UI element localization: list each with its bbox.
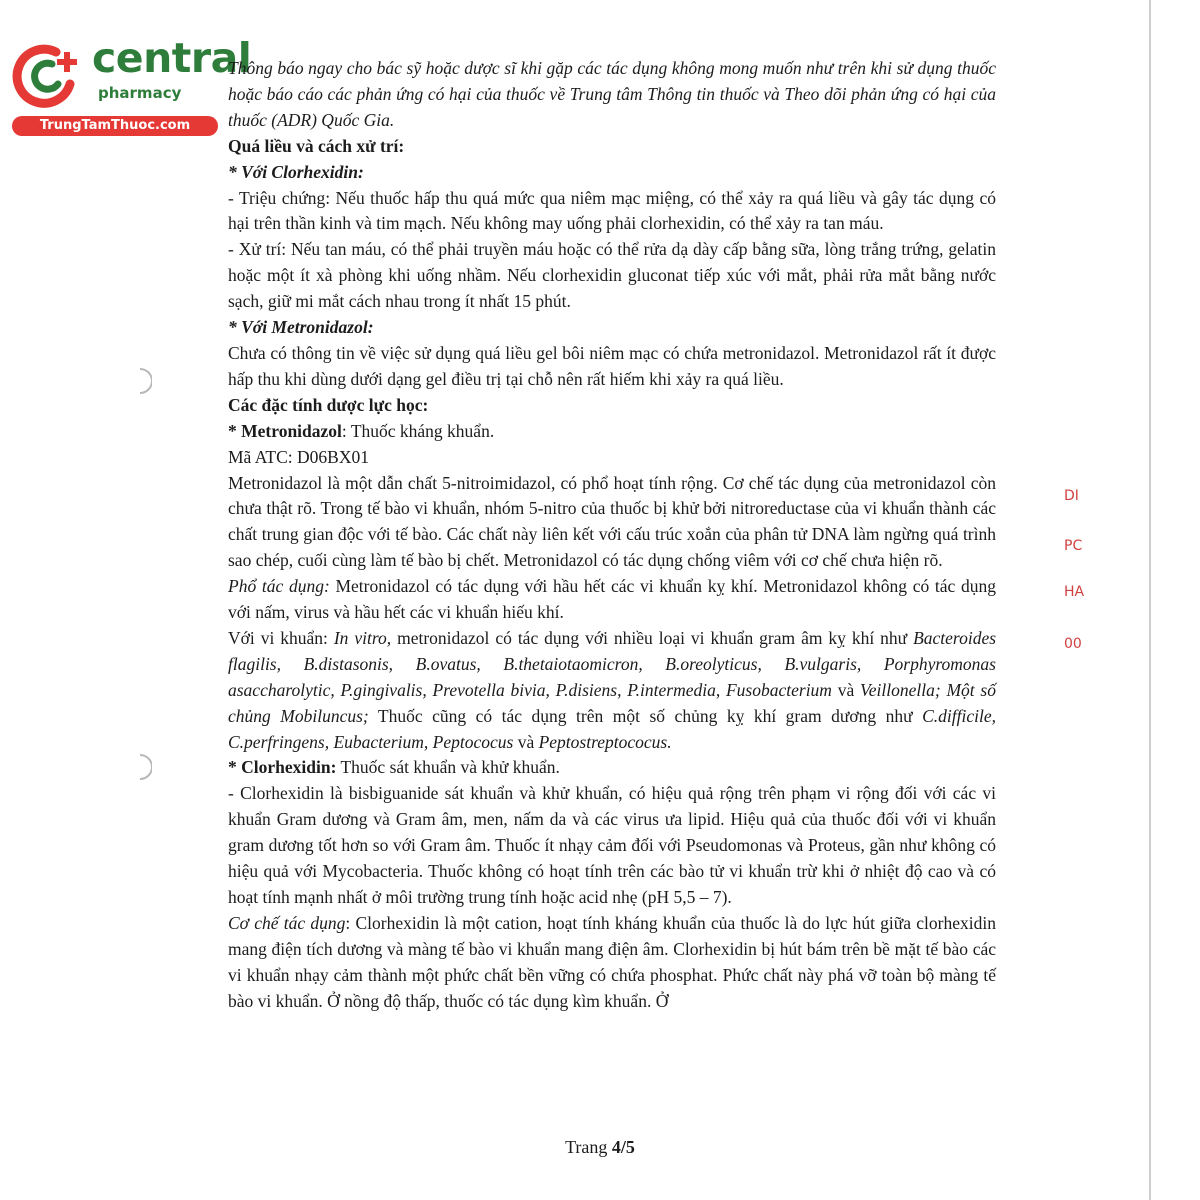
metronidazol-class-text: : Thuốc kháng khuẩn. bbox=[341, 420, 495, 441]
mechanism-text: : Clorhexidin là một cation, hoạt tính kháng khuẩn của thuốc là do lực hút giữa clorhexidin mang điện tích dương và màng tế bào vi khuẩn mang điện âm. Clorhexidin bị hút bám trên bề mặt tế bào các vi khuẩn nhạy cảm thành một phức chất bền vững có chứa phosphat. Phức chất này phá vỡ toàn bộ màng tế bào vi khuẩn. Ở nồng độ thấp, thuốc có tác dụng kìm khuẩn. Ở bbox=[228, 912, 996, 1011]
atc-code: Mã ATC: D06BX01 bbox=[228, 446, 369, 467]
pharmacodynamics-heading: Các đặc tính dược lực học: bbox=[228, 394, 429, 415]
species-list: Peptostreptococus. bbox=[538, 731, 672, 752]
bacteria-text: Thuốc cũng có tác dụng trên một số chủng kỵ khí gram dương như bbox=[368, 705, 923, 726]
page-number bbox=[0, 1137, 1200, 1158]
page-edge-divider bbox=[1149, 0, 1151, 1200]
brand-subtitle: pharmacy bbox=[98, 84, 182, 102]
document-body bbox=[228, 56, 996, 1015]
punch-hole-icon bbox=[118, 752, 152, 782]
metronidazol-name: * Metronidazol bbox=[228, 420, 342, 441]
bacteria-text: metronidazol có tác dụng với nhiều loại vi khuẩn gram âm kỵ khí như bbox=[391, 627, 914, 648]
clorhexidin-class bbox=[228, 755, 996, 781]
conjunction: và bbox=[831, 679, 861, 700]
stamp-text: PC bbox=[1064, 538, 1083, 554]
bacteria-intro: Với vi khuẩn: bbox=[228, 627, 334, 648]
overdose-heading: Quá liều và cách xử trí: bbox=[228, 135, 405, 156]
metronidazol-description: Metronidazol là một dẫn chất 5-nitroimidazol, có phổ hoạt tính rộng. Cơ chế tác dụng của metronidazol còn chưa thật rõ. Trong tế bào vi khuẩn, nhóm 5-nitro của thuốc bị khử bởi nitroreductase của vi khuẩn thành các chất trung gian độc với tế bào. Các chất này liên kết với cấu trúc xoắn của phân tử DNA làm ngừng quá trình sao chép, cuối cùng làm tế bào bị chết. Metronidazol có tác dụng chống viêm với cơ chế chưa hiện rõ. bbox=[228, 472, 996, 571]
spectrum-label: Phổ tác dụng: bbox=[228, 576, 330, 597]
species-list: C.difficile, C.perfringens, Eubacterium, Peptococus bbox=[228, 705, 996, 752]
conjunction: và bbox=[513, 731, 539, 752]
clorhexidin-description: - Clorhexidin là bisbiguanide sát khuẩn và khử khuẩn, có hiệu quả rộng trên phạm vi rộng đối với các vi khuẩn Gram dương và Gram âm, men, nấm da và các virus ưa lipid. Hiệu quả của thuốc đối với vi khuẩn gram dương tốt hơn so với Gram âm. Thuốc ít nhạy cảm đối với Pseudomonas và Proteus, gần như không có hiệu quả với Mycobacteria. Thuốc không có hoạt tính trên các bào tử vi khuẩn trừ khi ở nhiệt độ cao và có hoạt tính mạnh nhất ở môi trường trung tính hoặc acid nhẹ (pH 5,5 – 7). bbox=[228, 783, 996, 907]
metronidazol-overdose-heading: * Với Metronidazol: bbox=[228, 317, 374, 338]
metronidazol-class bbox=[228, 419, 996, 445]
bacteria-paragraph bbox=[228, 626, 996, 756]
species-list: Bacteroides flagilis, B.distasonis, B.ovatus, B.thetaiotaomicron, B.oreolyticus, B.vulgaris, Porphyromonas asaccharolytic, P.gingivalis, Prevotella bivia, P.disiens, P.intermedia, Fusobacterium bbox=[228, 627, 997, 700]
pharmacy-cross-icon bbox=[12, 40, 86, 110]
stamp-text: 00 bbox=[1064, 636, 1082, 652]
brand-name: central bbox=[92, 34, 252, 82]
mechanism-label: Cơ chế tác dụng bbox=[228, 912, 346, 933]
metronidazol-overdose-text: Chưa có thông tin về việc sử dụng quá liều gel bôi niêm mạc có chứa metronidazol. Metronidazol rất ít được hấp thu khi dùng dưới dạng gel điều trị tại chỗ nên rất hiếm khi xảy ra quá liều. bbox=[228, 342, 996, 389]
stamp-text: DI bbox=[1064, 488, 1079, 504]
page-count: 4/5 bbox=[611, 1137, 635, 1157]
brand-logo bbox=[8, 34, 252, 136]
site-badge: TrungTamThuoc.com bbox=[12, 116, 218, 136]
mechanism-paragraph bbox=[228, 911, 996, 1015]
clorhexidin-symptoms: - Triệu chứng: Nếu thuốc hấp thu quá mức qua niêm mạc miệng, có thể xảy ra quá liều và gây tác dụng có hại trên thần kinh và tim mạch. Nếu không may uống phải clorhexidin, có thể xảy ra tan máu. bbox=[228, 187, 996, 234]
spectrum-paragraph bbox=[228, 574, 996, 626]
clorhexidin-name: * Clorhexidin: bbox=[228, 757, 337, 778]
adr-notice: Thông báo ngay cho bác sỹ hoặc dược sĩ khi gặp các tác dụng không mong muốn như trên khi sử dụng thuốc hoặc báo cáo các phản ứng có hại của thuốc về Trung tâm Thông tin thuốc và Theo dõi phản ứng có hại của thuốc (ADR) Quốc Gia. bbox=[228, 58, 996, 130]
clorhexidin-overdose-heading: * Với Clorhexidin: bbox=[228, 161, 364, 182]
in-vitro-term: In vitro, bbox=[333, 627, 392, 648]
spectrum-text: Metronidazol có tác dụng với hầu hết các vi khuẩn kỵ khí. Metronidazol không có tác dụng với nấm, virus và hầu hết các vi khuẩn hiếu khí. bbox=[228, 576, 997, 623]
species-list: Veillonella; Một số chủng Mobiluncus; bbox=[228, 679, 996, 726]
stamp-text: HA bbox=[1064, 584, 1085, 600]
punch-hole-icon bbox=[118, 366, 152, 396]
clorhexidin-class-text: Thuốc sát khuẩn và khử khuẩn. bbox=[336, 757, 560, 778]
clorhexidin-treatment: - Xử trí: Nếu tan máu, có thể phải truyền máu hoặc có thể rửa dạ dày cấp bằng sữa, lòng trắng trứng, gelatin hoặc một ít xà phòng khi uống nhầm. Nếu clorhexidin gluconat tiếp xúc với mắt, phải rửa mắt bằng nước sạch, giữ mi mắt cách nhau trong ít nhất 15 phút. bbox=[228, 239, 996, 312]
seal-stamp bbox=[1060, 488, 1100, 668]
page-label: Trang bbox=[565, 1137, 612, 1157]
